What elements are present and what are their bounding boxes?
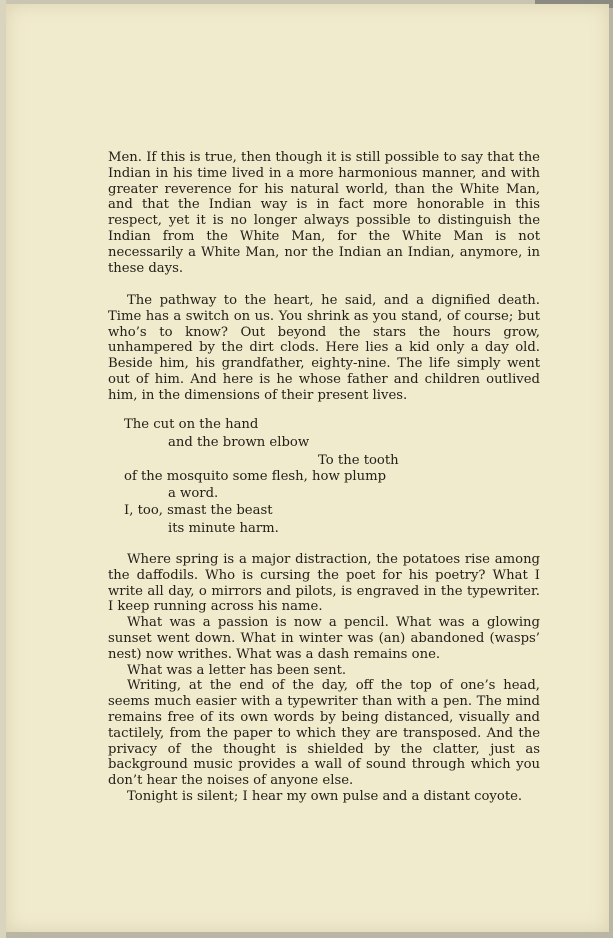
paragraph-6: Writing, at the end of the day, off the top of one’s head, seems much easier with a typewriter than with a pen. The mind remains free of its own words by being distanced, visually and tactilely, from the paper to which they are transposed. And the privacy of the thought is shielded by the clatter, just as background music provides a wall of sound through which you don’t hear the noises of anyone else.	[108, 678, 540, 789]
prose-block-3	[108, 552, 540, 805]
paragraph-3: Where spring is a major distraction, the potatoes rise among the daffodils. Who is cursing the poet for his poetry? What I write all day, o mirrors and pilots, is engraved in the typewriter. I keep running across his name.	[108, 552, 540, 615]
poem-block	[124, 417, 544, 537]
prose-block-1	[108, 150, 540, 276]
paragraph-2: The pathway to the heart, he said, and a dignified death. Time has a switch on us. You shrink as you stand, of course; but who’s to know? Out beyond the stars the hours grow, unhampered by the dirt clods. Here lies a kid only a day old. Beside him, his grandfather, eighty-nine. The life simply went out of him. And here is he whose father and children outlived him, in the dimensions of their present lives.	[108, 293, 540, 403]
paragraph-5: What was a letter has been sent.	[127, 662, 347, 678]
poem-line-4: of the mosquito some flesh, how plump	[124, 469, 387, 484]
poem-line-3: To the tooth	[318, 453, 399, 468]
paragraph-4: What was a passion is now a pencil. What was a glowing sunset went down. What in winter was (an) abandoned (wasps’ nest) now writhes. What was a dash remains one.	[108, 615, 540, 662]
paragraph-1: Men. If this is true, then though it is still possible to say that the Indian in his time lived in a more harmonious manner, and with greater reverence for his natural world, than the White Man, and that the Indian way is in fact more honorable in this respect, yet it is no longer always possible to distinguish the Indian from the White Man, for the White Man is not necessarily a White Man, nor the Indian an Indian, anymore, in these days.	[108, 150, 540, 276]
poem-line-6: I, too, smast the beast	[124, 503, 273, 518]
paragraph-7: Tonight is silent; I hear my own pulse and a distant coyote.	[127, 788, 523, 804]
poem-line-7: its minute harm.	[168, 521, 279, 536]
prose-block-2	[108, 293, 540, 404]
poem-line-2: and the brown elbow	[168, 435, 310, 450]
poem-line-5: a word.	[168, 486, 219, 501]
poem-line-1: The cut on the hand	[124, 417, 259, 432]
